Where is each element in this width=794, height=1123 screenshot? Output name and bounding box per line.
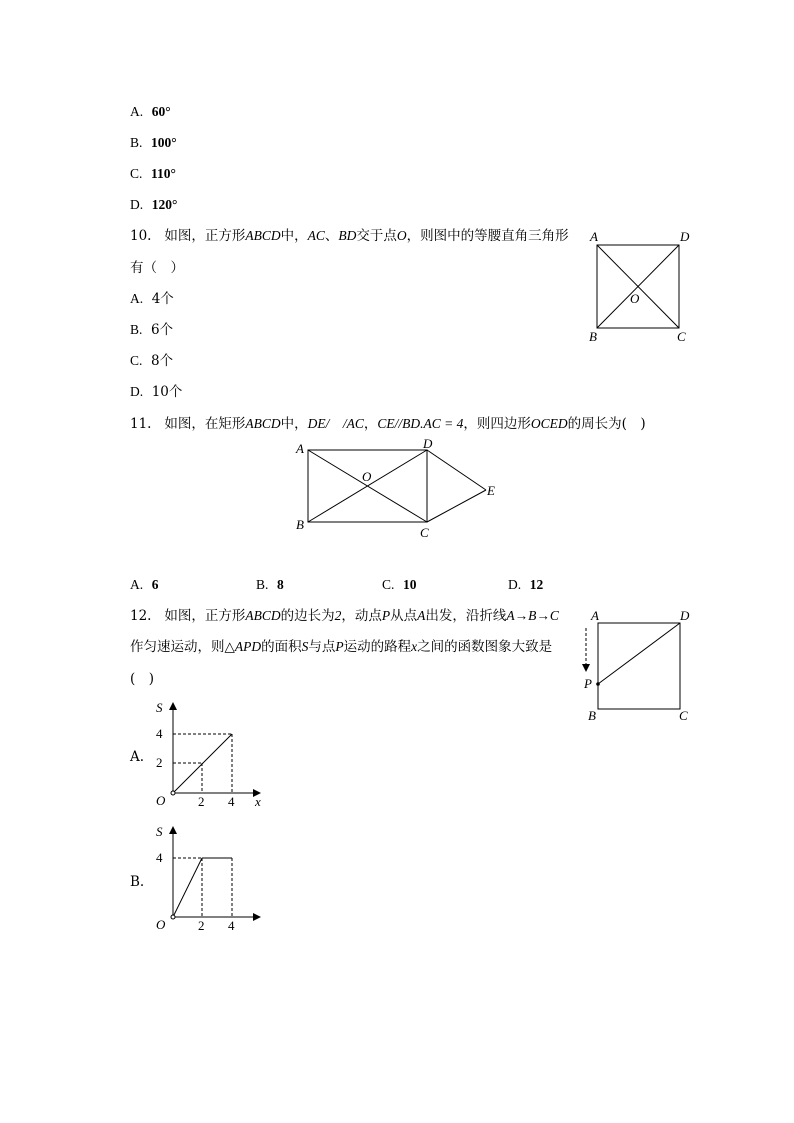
option-letter: D. (130, 197, 144, 212)
option-value: 120° (151, 197, 178, 212)
option-letter: D. (508, 577, 522, 592)
x-tick-label: 2 (198, 918, 205, 933)
label-e: E (487, 483, 495, 498)
x-tick-label: 2 (198, 794, 205, 809)
q12-square-figure (582, 606, 700, 726)
stem-text: ，则四边形 (463, 416, 531, 432)
math-var: ABCD (245, 228, 281, 243)
stem-text: 从点 (390, 608, 418, 624)
label-c: C (420, 525, 429, 540)
stem-text: 中， (280, 416, 308, 432)
q11-option-a[interactable] (130, 576, 158, 594)
math-var: 2 (334, 608, 342, 623)
option-letter: B. (256, 577, 269, 592)
math-var: OCED (530, 416, 568, 431)
q10-option-d[interactable] (130, 383, 182, 401)
q12-option-b-graph[interactable] (150, 822, 270, 938)
question-number: 10. (130, 228, 152, 244)
math-var: △APD (224, 639, 262, 654)
option-value: 8个 (150, 353, 174, 369)
q9-option-a[interactable] (130, 103, 171, 121)
option-value: 6个 (150, 322, 174, 338)
option-letter: C. (382, 577, 395, 592)
math-var: P (381, 608, 391, 623)
stem-text: 如图，正方形 (164, 228, 246, 244)
q10-square-figure (585, 228, 700, 346)
q12-option-a-letter[interactable]: A. (130, 749, 145, 765)
label-o: O (630, 291, 640, 306)
label-d: D (423, 436, 433, 451)
q11-option-d[interactable] (508, 576, 543, 594)
stem-text: 的周长为( ) (567, 416, 646, 432)
q11-stem (130, 415, 646, 433)
math-var: ABCD (245, 608, 281, 623)
math-var: AC (307, 228, 325, 243)
math-var: DE/ /AC (307, 416, 364, 431)
q12-option-a-graph[interactable] (150, 698, 270, 814)
label-b: B (589, 329, 597, 344)
q12-option-b-letter[interactable]: B. (130, 874, 145, 890)
q9-option-c[interactable] (130, 165, 176, 183)
q10-stem-line2: 有（ ） (130, 260, 184, 276)
origin-label: O (156, 793, 166, 808)
option-value: 100° (150, 135, 177, 150)
label-c: C (679, 708, 688, 723)
label-b: B (296, 517, 304, 532)
option-letter: A. (130, 104, 144, 119)
option-letter: B. (130, 322, 143, 337)
option-value: 10 (402, 577, 417, 592)
y-tick-label: 4 (156, 726, 163, 741)
stem-text: 作匀速运动，则 (130, 639, 225, 655)
stem-text: 出发，沿折线 (425, 608, 507, 624)
option-letter: A. (130, 291, 144, 306)
label-a: A (590, 229, 598, 244)
question-number: 12. (130, 608, 152, 624)
stem-text: 之间的函数图象大致是 (417, 639, 553, 655)
label-b: B (588, 708, 596, 723)
q11-option-b[interactable] (256, 576, 284, 594)
y-axis-label: S (156, 824, 163, 839)
q12-stem (130, 607, 559, 625)
q9-option-d[interactable] (130, 196, 177, 214)
option-value: 10个 (151, 384, 183, 400)
math-var: O (396, 228, 407, 243)
option-letter: C. (130, 166, 143, 181)
math-var: BD (338, 228, 357, 243)
y-tick-label: 4 (156, 850, 163, 865)
q10-option-b[interactable] (130, 321, 173, 339)
math-var: S (301, 639, 309, 654)
q12-stem-line2 (130, 638, 552, 656)
math-var: A (417, 608, 426, 623)
stem-text: 如图，在矩形 (164, 416, 246, 432)
label-o: O (362, 469, 372, 484)
q11-option-c[interactable] (382, 576, 416, 594)
q10-option-c[interactable] (130, 352, 173, 370)
y-tick-label: 2 (156, 755, 163, 770)
option-letter: D. (130, 384, 144, 399)
x-axis-label: x (255, 794, 261, 809)
math-var: x (411, 639, 418, 654)
label-p: P (584, 676, 592, 691)
q9-option-b[interactable] (130, 134, 177, 152)
option-value: 110° (150, 166, 176, 181)
stem-text: 、 (324, 228, 339, 244)
option-letter: C. (130, 353, 143, 368)
stem-text: 的面积 (261, 639, 302, 655)
stem-text: ， (363, 416, 378, 432)
stem-text: ，动点 (341, 608, 382, 624)
label-d: D (680, 229, 690, 244)
option-letter: A. (130, 577, 144, 592)
label-c: C (677, 329, 686, 344)
label-d: D (680, 608, 690, 623)
math-var: ABCD (245, 416, 281, 431)
x-tick-label: 4 (228, 918, 235, 933)
q12-stem-line3: ( ) (130, 671, 155, 687)
option-value: 6 (151, 577, 159, 592)
q10-stem (130, 227, 569, 245)
math-var: A→B→C (506, 608, 559, 623)
x-tick-label: 4 (228, 794, 235, 809)
stem-text: 如图，正方形 (164, 608, 246, 624)
stem-text: 的边长为 (280, 608, 335, 624)
q11-rectangle-figure (290, 436, 505, 546)
option-value: 60° (151, 104, 171, 119)
stem-text: ，则图中的等腰直角三角形 (406, 228, 569, 244)
option-letter: B. (130, 135, 143, 150)
stem-text: 与点 (308, 639, 336, 655)
stem-text: 运动的路程 (343, 639, 412, 655)
y-axis-label: S (156, 700, 163, 715)
label-a: A (296, 441, 304, 456)
option-value: 4个 (151, 291, 174, 307)
math-var: CE//BD.AC = 4 (377, 416, 464, 431)
stem-text: 交于点 (356, 228, 397, 244)
stem-text: 中， (280, 228, 308, 244)
option-value: 8 (276, 577, 284, 592)
question-number: 11. (130, 416, 152, 432)
option-value: 12 (529, 577, 544, 592)
q10-option-a[interactable] (130, 290, 174, 308)
origin-label: O (156, 917, 166, 932)
label-a: A (591, 608, 599, 623)
math-var: P (335, 639, 344, 654)
